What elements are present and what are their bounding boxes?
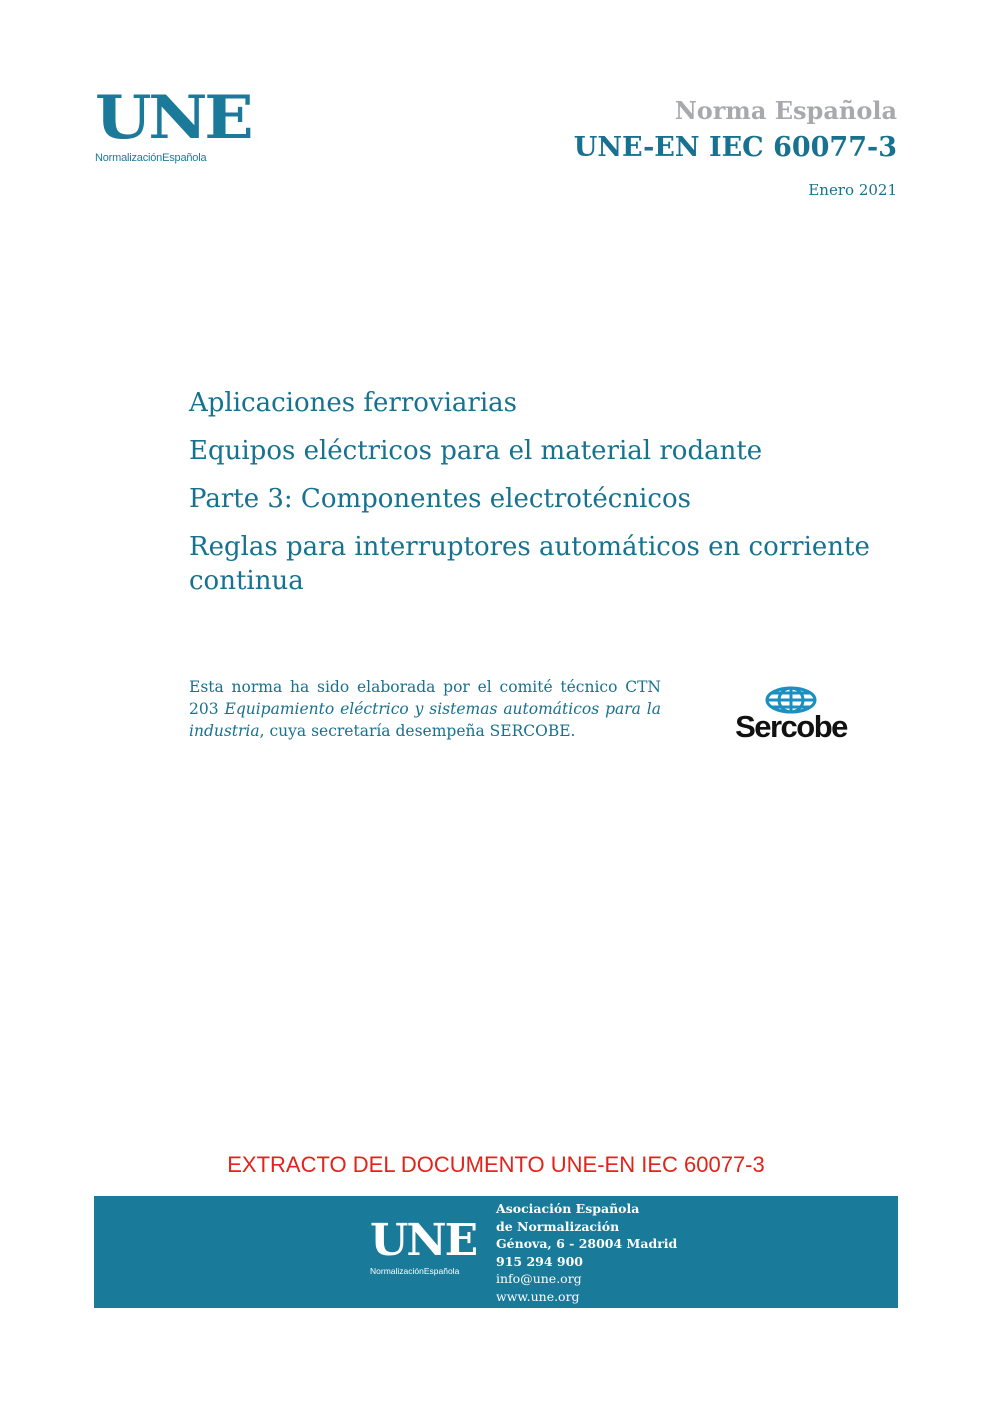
standard-kicker: Norma Española [674,96,897,125]
footer-band [94,1196,898,1308]
footer-une-logo [370,1215,480,1276]
une-logo [95,83,251,178]
footer-org-line: de Normalización [496,1218,620,1234]
une-logo-sub-a: Normalización [95,152,163,164]
footer-logo-mark: UNE [370,1215,477,1266]
committee-suffix: , cuya secretaría desempeña SERCOBE. [259,722,576,740]
footer-contact [496,1200,677,1305]
footer-website[interactable]: www.une.org [496,1288,580,1304]
committee-prefix: Esta norma ha sido elaborada por el comité técnico CTN 203 [189,678,661,718]
standard-code: UNE-EN IEC 60077-3 [573,132,897,163]
standard-header [574,96,897,200]
footer-logo-subtitle: NormalizaciónEspañola [370,1266,460,1276]
une-logo-sub-b: Española [162,152,207,164]
title-line: Parte 3: Componentes electrotécnicos [189,484,691,514]
committee-name: Equipamiento eléctrico y sistemas automáticos para la industria [189,700,662,740]
sercobe-wordmark: Sercobe [735,709,847,744]
une-logo-subtitle [95,152,245,164]
title-line: Reglas para interruptores automáticos en corriente continua [189,532,870,596]
standard-date: Enero 2021 [808,181,897,199]
title-line: Aplicaciones ferroviarias [189,388,517,418]
footer-address: Génova, 6 - 28004 Madrid [496,1236,678,1251]
footer-phone: 915 294 900 [496,1253,583,1269]
title-block [189,386,889,612]
extract-notice: EXTRACTO DEL DOCUMENTO UNE-EN IEC 60077-3 [227,1152,765,1177]
title-line: Equipos eléctricos para el material rodante [189,436,763,466]
une-logo-mark: UNE [95,83,251,153]
footer-org-line: Asociación Española [496,1201,640,1216]
committee-note [189,676,661,742]
footer-email[interactable]: info@une.org [496,1271,582,1286]
sercobe-logo [718,686,864,746]
